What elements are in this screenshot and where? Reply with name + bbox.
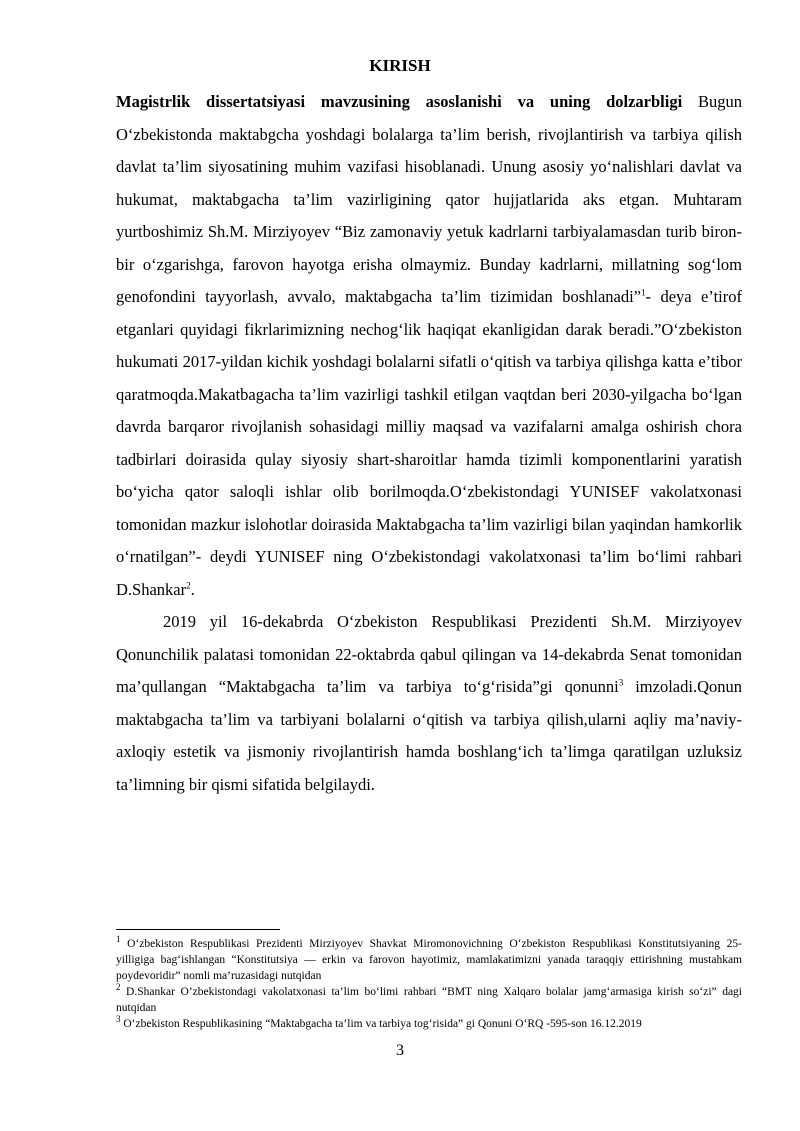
footnotes — [116, 936, 742, 1032]
footnote-mark-1: 1 — [116, 934, 121, 945]
footnote-ref-3: 3 — [618, 677, 624, 688]
paragraph-1-text-b: - deya e’tirof etganlari quyidagi fikrlarimizning nechog‘lik haqiqat ekanligidan darak beradi.”O‘zbekiston hukumati 2017-yildan kichik yoshdagi bolalarni sifatli o‘qitish va tarbiya qilishga katta e’tibor qaratmoqda.Makatbagacha ta’lim vazirligi tashkil etilgan vaqtdan beri 2030-yilgacha bo‘lgan davrda barqaror rivojlanish sohasidagi milliy maqsad va vazifalarni amalga oshirish chora tadbirlari doirasida qulay siyosiy shart-sharoitlar hamda tizimli komponentlarini yaratish bo‘yicha qator saloqli ishlar olib borilmoqda.O‘zbekistondagi YUNISEF vakolatxonasi tomonidan mazkur islohotlar doirasida Maktabgacha ta’lim vazirligi bilan yaqindan hamkorlik o‘rnatilgan”- deydi YUNISEF ning O‘zbekistondagi vakolatxonasi ta’lim bo‘limi rahbari D.Shankar — [116, 287, 742, 599]
body-text — [116, 86, 742, 801]
footnote-text-3: O‘zbekiston Respublikasining “Maktabgacha ta’lim va tarbiya tog‘risida” gi Qonuni O‘RQ -595-son 16.12.2019 — [120, 1018, 642, 1030]
footnote-text-2: D.Shankar O’zbekistondagi vakolatxonasi ta’lim bo‘limi rahbari “BMT ning Xalqaro bolalar jamg‘armasiga kirish so‘zi” dagi nutqidan — [116, 986, 742, 1014]
page-number: 3 — [396, 1042, 404, 1059]
footnote-2 — [116, 984, 742, 1016]
section-heading: Magistrlik dissertatsiyasi mavzusining asoslanishi va uning dolzarbligi — [116, 92, 683, 111]
paragraph-1 — [116, 86, 742, 606]
footnote-mark-2: 2 — [116, 982, 121, 993]
footnote-3 — [116, 1016, 742, 1032]
page-title: KIRISH — [369, 56, 431, 75]
footnote-ref-1: 1 — [641, 287, 646, 298]
paragraph-1-text-a: Bugun O‘zbekistonda maktabgcha yoshdagi bolalarga ta’lim berish, rivojlantirish va tarbiya qilish davlat ta’lim siyosatining muhim vazifasi hisoblanadi. Unung asosiy yo‘nalishlari davlat va hukumat, maktabgacha ta’lim vazirligining qator hujjatlarida aks etgan. Muhtaram yurtboshimiz Sh.M. Mirziyoyev “Biz zamonaviy yetuk kadrlarni tarbiyalamasdan turib biron-bir o‘zgarishga, farovon hayotga erisha olmaymiz. Bunday kadrlarni, millatning sog‘lom genofondini tayyorlash, avvalo, maktabgacha ta’lim tizimidan boshlanadi” — [116, 92, 742, 306]
footnote-1 — [116, 936, 742, 984]
footnote-separator — [116, 929, 280, 930]
paragraph-2-text-b: imzoladi.Qonun maktabgacha ta’lim va tarbiyani bolalarni o‘qitish va tarbiya qilish,ularni aqliy ma’naviy-axloqiy estetik va jismoniy rivojlantirish hamda boshlang‘ich ta’limga qaratilgan uzluksiz ta’limning bir qismi sifatida belgilaydi. — [116, 677, 742, 794]
paragraph-1-text-c: . — [190, 579, 195, 599]
paragraph-2 — [116, 606, 742, 801]
footnote-mark-3: 3 — [116, 1014, 121, 1025]
paragraph-2-text-a: 2019 yil 16-dekabrda O‘zbekiston Respublikasi Prezidenti Sh.M. Mirziyoyev Qonunchilik palatasi tomonidan 22-oktabrda qabul qilingan va 14-dekabrda Senat tomonidan ma’qullangan “Maktabgacha ta’lim va tarbiya to‘g‘risida”gi qonunni — [116, 612, 742, 696]
footnote-text-1: O‘zbekiston Respublikasi Prezidenti Mirziyoyev Shavkat Miromonovichning O‘zbekiston Respublikasi Konstitutsiyaning 25-yilligiga bag‘ishlangan “Konstitutsiya — erkin va farovon hayotimiz, mamlakatimizni yanada taraqqiy ettirishning mustahkam poydevoridir” nomli ma’ruzasidagi nutqidan — [116, 938, 742, 982]
footnote-ref-2: 2 — [186, 580, 191, 590]
